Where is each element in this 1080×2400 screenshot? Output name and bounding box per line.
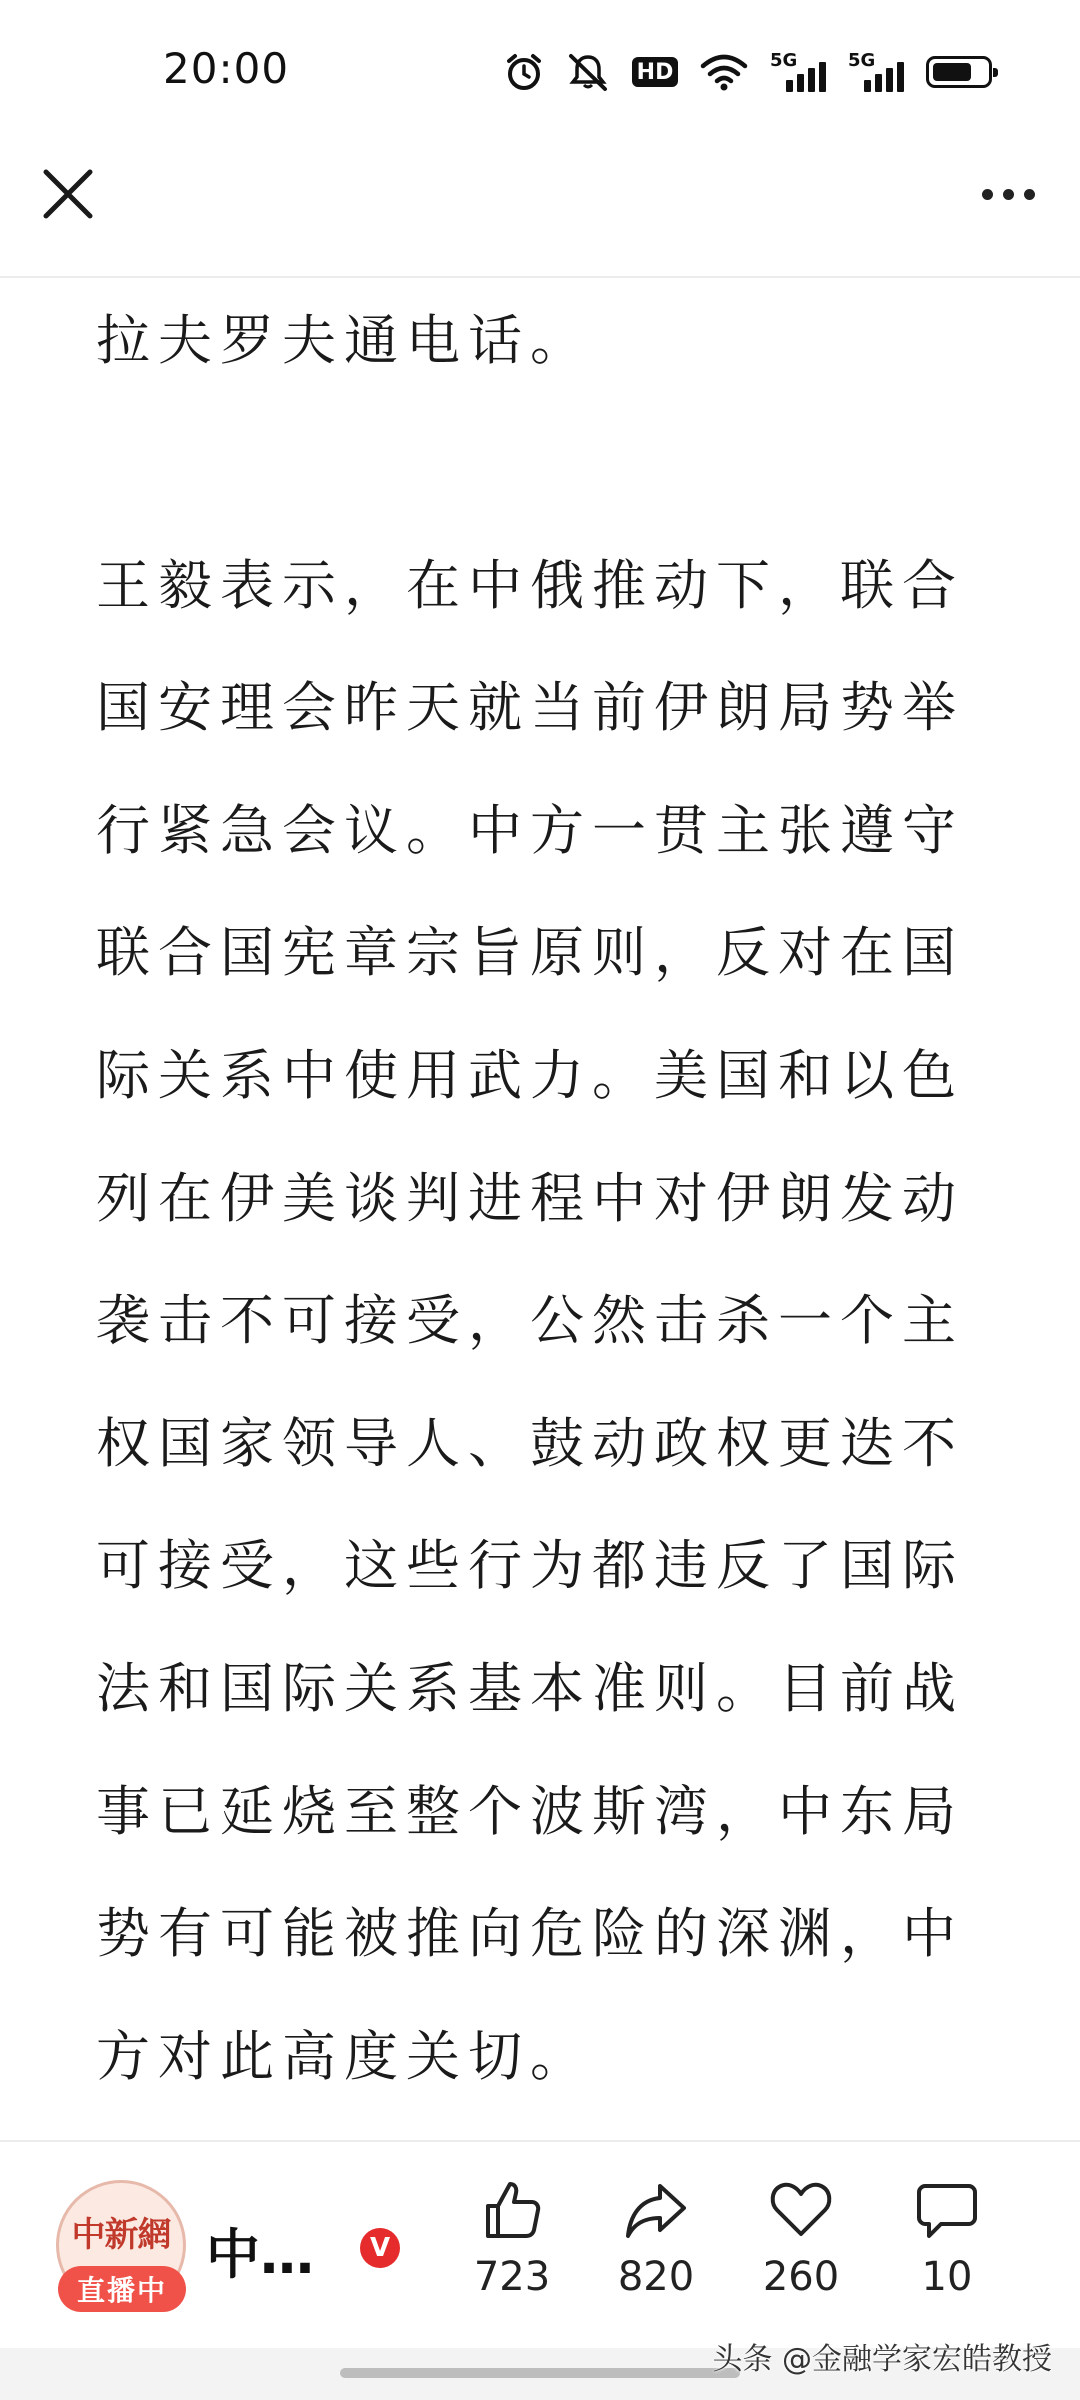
status-icons bbox=[504, 48, 992, 96]
signal-5g-icon: 5G bbox=[848, 52, 904, 92]
share-count: 820 bbox=[617, 2254, 695, 2300]
comment-icon bbox=[915, 2178, 979, 2242]
battery-fill bbox=[933, 63, 971, 81]
verified-badge: V bbox=[360, 2228, 400, 2268]
article-paragraph: 王毅表示，在中俄推动下，联合国安理会昨天就当前伊朗局势举行紧急会议。中方一贯主张遵守联合国宪章宗旨原则，反对在国际关系中使用武力。美国和以色列在伊美谈判进程中对伊朗发动袭击不可接受，公然击杀一个主权国家领导人、鼓动政权更迭不可接受，这些行为都违反了国际法和国际关系基本准则。目前战事已延烧至整个波斯湾，中东局势有可能被推向危险的深渊，中方对此高度关切。 bbox=[96, 553, 964, 2088]
live-badge[interactable]: 直播中 bbox=[58, 2266, 186, 2312]
favorite-count: 260 bbox=[762, 2254, 840, 2300]
like-button[interactable] bbox=[452, 2178, 572, 2328]
account-name[interactable]: 中… bbox=[206, 2223, 314, 2286]
mute-icon bbox=[566, 52, 610, 92]
heart-icon bbox=[769, 2178, 833, 2242]
more-button[interactable] bbox=[968, 162, 1048, 226]
like-count: 723 bbox=[473, 2254, 551, 2300]
comment-count: 10 bbox=[921, 2254, 973, 2300]
more-icon bbox=[982, 189, 993, 200]
avatar-logo: 中新網 bbox=[71, 2215, 171, 2255]
hd-icon: HD bbox=[632, 57, 678, 87]
share-icon bbox=[624, 2178, 688, 2242]
signal-5g-icon: 5G bbox=[770, 52, 826, 92]
favorite-button[interactable] bbox=[741, 2178, 861, 2328]
close-button[interactable] bbox=[36, 162, 100, 226]
article-paragraph: 拉夫罗夫通电话。 bbox=[96, 309, 592, 372]
bottom-action-bar bbox=[0, 2140, 1080, 2350]
comment-button[interactable] bbox=[887, 2178, 1007, 2328]
watermark: 头条 @金融学家宏皓教授 bbox=[712, 2342, 1052, 2377]
thumbs-up-icon bbox=[480, 2178, 544, 2242]
home-indicator[interactable] bbox=[340, 2368, 740, 2378]
share-button[interactable] bbox=[596, 2178, 716, 2328]
battery-icon bbox=[926, 56, 992, 88]
article-body bbox=[96, 280, 996, 2118]
alarm-icon bbox=[504, 52, 544, 92]
status-time: 20:00 bbox=[163, 44, 290, 93]
close-icon bbox=[42, 168, 94, 220]
app-header bbox=[0, 140, 1080, 278]
status-bar bbox=[0, 0, 1080, 140]
wifi-icon bbox=[700, 53, 748, 91]
